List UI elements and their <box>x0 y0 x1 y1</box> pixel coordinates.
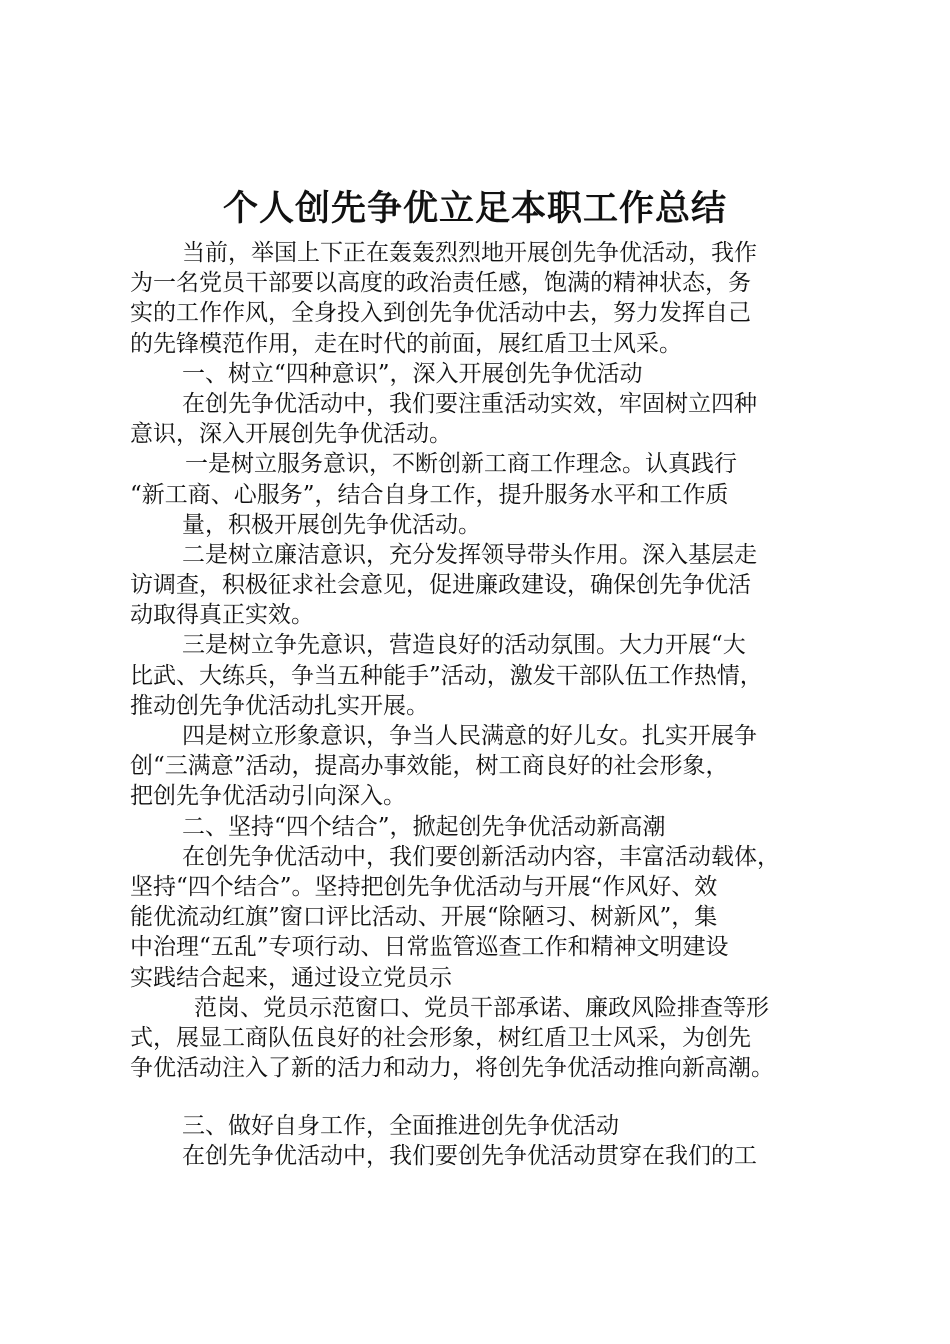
blank-line <box>130 1083 850 1111</box>
text-line: 一、树立“四种意识”，深入开展创先争优活动 <box>182 360 643 387</box>
document-body <box>130 238 850 1172</box>
text-line: 二是树立廉洁意识，充分发挥领导带头作用。深入基层走 <box>182 541 757 568</box>
text-line: 意识，深入开展创先争优活动。 <box>130 421 452 448</box>
text-line: 在创先争优活动中，我们要注重活动实效，牢固树立四种 <box>182 390 757 417</box>
text-line: 坚持“四个结合”。坚持把创先争优活动与开展“作风好、效 <box>130 873 718 900</box>
text-line: 当前，举国上下正在轰轰烈烈地开展创先争优活动，我作 <box>182 240 757 266</box>
text-line: 的先锋模范作用，走在时代的前面，展红盾卫士风采。 <box>130 330 682 357</box>
text-line: 创“三满意”活动，提高办事效能，树工商良好的社会形象， <box>130 753 729 780</box>
text-line: 访调查，积极征求社会意见，促进廉政建设，确保创先争优活 <box>130 572 751 599</box>
text-line: 在创先争优活动中，我们要创先争优活动贯穿在我们的工 <box>182 1143 757 1170</box>
text-line: 量，积极开展创先争优活动。 <box>182 511 481 538</box>
text-line: 式，展显工商队伍良好的社会形象，树红盾卫士风采，为创先 <box>130 1024 751 1051</box>
text-line: 把创先争优活动引向深入。 <box>130 783 406 810</box>
text-line: 四是树立形象意识，争当人民满意的好儿女。扎实开展争 <box>182 723 757 749</box>
text-line: 推动创先争优活动扎实开展。 <box>130 692 429 719</box>
text-line: 争优活动注入了新的活力和动力，将创先争优活动推向新高潮。 <box>130 1055 774 1082</box>
text-line: 能优流动红旗”窗口评比活动、开展“除陋习、树新风”，集 <box>130 904 718 931</box>
text-line: 二、坚持“四个结合”，掀起创先争优活动新高潮 <box>182 813 666 840</box>
text-line: 实的工作作风，全身投入到创先争优活动中去，努力发挥自己 <box>130 300 751 327</box>
text-line: 在创先争优活动中，我们要创新活动内容，丰富活动载体， <box>182 843 780 870</box>
document-title: 个人创先争优立足本职工作总结 <box>222 189 727 229</box>
text-line: 三是树立争先意识，营造良好的活动氛围。大力开展“大 <box>182 632 746 659</box>
text-line: 实践结合起来，通过设立党员示 <box>130 964 452 991</box>
text-line: 三、做好自身工作，全面推进创先争优活动 <box>182 1113 619 1140</box>
text-line: 比武、大练兵，争当五种能手”活动，激发干部队伍工作热情， <box>130 662 763 689</box>
text-line: 中治理“五乱”专项行动、日常监管巡查工作和精神文明建设 <box>130 934 729 961</box>
text-line: 为一名党员干部要以高度的政治责任感，饱满的精神状态，务 <box>130 270 751 297</box>
text-line: 动取得真正实效。 <box>130 602 314 629</box>
text-line: 范岗、党员示范窗口、党员干部承诺、廉政风险排查等形 <box>194 994 769 1021</box>
text-line: “新工商、心服务”，结合自身工作，提升服务水平和工作质 <box>130 481 729 508</box>
text-line: 一是树立服务意识，不断创新工商工作理念。认真践行 <box>185 451 737 478</box>
